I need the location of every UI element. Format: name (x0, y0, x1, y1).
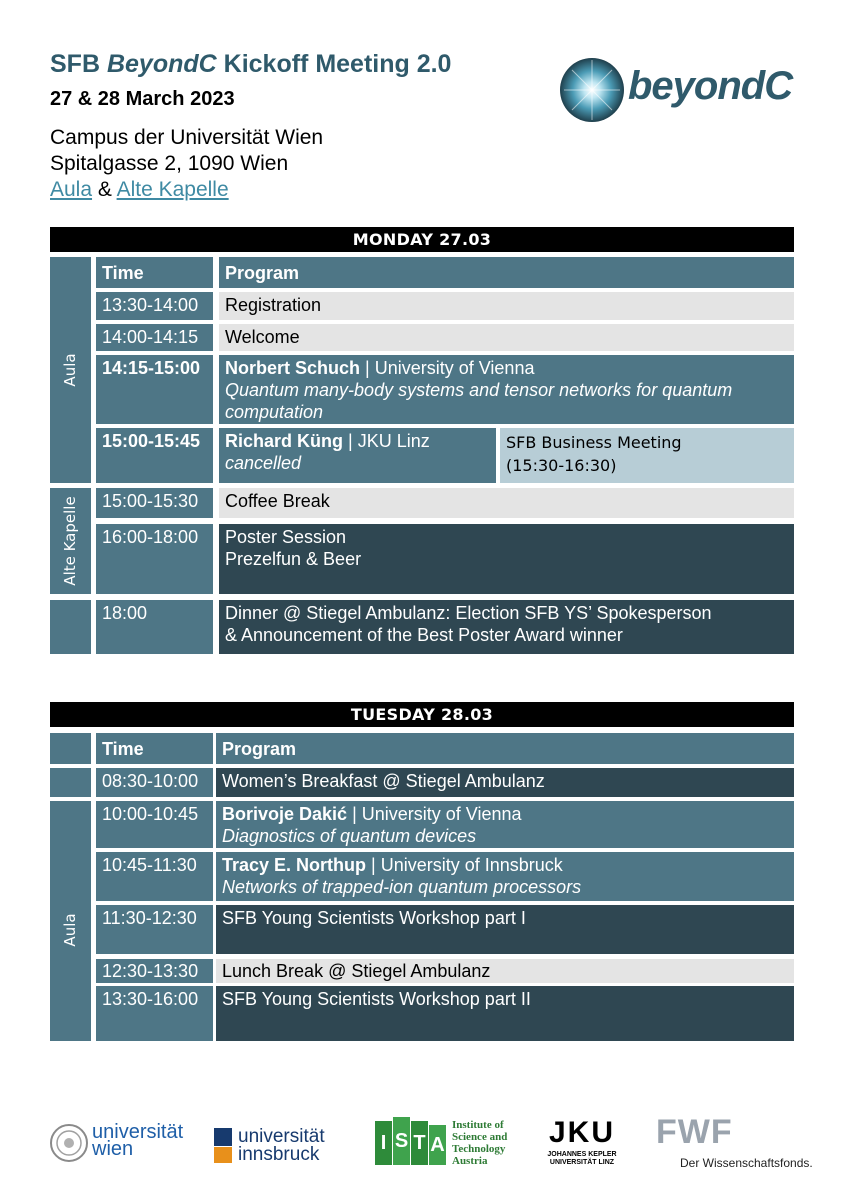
speaker-affiliation: | JKU Linz (343, 431, 430, 451)
monday-aula-label: Aula (61, 353, 79, 387)
tuesday-header-sidebar (50, 733, 91, 764)
prezelfun-beer: Prezelfun & Beer (225, 549, 362, 569)
talk-title: Diagnostics of quantum devices (222, 826, 477, 846)
talk-title: Networks of trapped-ion quantum processors (222, 877, 582, 897)
uibk-square-blue-icon (214, 1128, 232, 1146)
ista-line1: Institute of (452, 1119, 504, 1131)
dinner-line2: & Announcement of the Best Poster Award winner (225, 625, 623, 645)
monday-day-header: MONDAY 27.03 (50, 227, 794, 252)
tuesday-col-time: Time (96, 733, 213, 764)
tuesday-row1-time: 08:30-10:00 (96, 768, 213, 797)
poster-session: Poster Session (225, 527, 347, 547)
talk-title: Quantum many-body systems and tensor networks for quantum computation (225, 380, 733, 422)
jku-line2: UNIVERSITÄT LINZ (549, 1159, 615, 1166)
tuesday-row5-time: 12:30-13:30 (96, 959, 213, 983)
monday-row1-program: Registration (219, 292, 794, 320)
ista-letter-4: A (429, 1125, 446, 1165)
monday-row3-program (219, 355, 794, 424)
fwf-logo-mark: FWF (656, 1113, 733, 1151)
university-of-vienna-logo (50, 1121, 184, 1167)
tuesday-row2-program (216, 801, 794, 848)
uniwien-line1: universität (92, 1121, 184, 1143)
page-title (50, 50, 451, 79)
event-dates: 27 & 28 March 2023 (50, 88, 235, 110)
business-meeting-time: (15:30-16:30) (506, 456, 617, 475)
tuesday-day-header: TUESDAY 28.03 (50, 702, 794, 727)
fwf-logo (654, 1115, 814, 1170)
tuesday-row6-program: SFB Young Scientists Workshop part II (216, 986, 794, 1041)
beyondc-logo (558, 56, 626, 124)
cancelled-note: cancelled (225, 453, 302, 473)
ista-line3: Technology (452, 1143, 506, 1155)
monday-col-time: Time (96, 257, 213, 288)
jku-line1: JOHANNES KEPLER (547, 1151, 617, 1158)
ista-letter-2: S (393, 1117, 410, 1165)
monday-row7-program (219, 600, 794, 654)
beyondc-logo-text: beyondC (628, 64, 793, 108)
monday-alte-kapelle-sidebar (50, 488, 91, 594)
monday-alte-kapelle-label: Alte Kapelle (61, 496, 79, 586)
tuesday-aula-label: Aula (61, 913, 79, 947)
title-prefix: SFB (50, 50, 100, 78)
tuesday-row6-time: 13:30-16:00 (96, 986, 213, 1041)
business-meeting-title: SFB Business Meeting (506, 433, 682, 452)
tuesday-row3-time: 10:45-11:30 (96, 852, 213, 901)
aula-link[interactable]: Aula (50, 178, 93, 201)
tuesday-aula-sidebar (50, 801, 91, 1041)
monday-row2-program: Welcome (219, 324, 794, 351)
ista-letter-1: I (375, 1121, 392, 1165)
tuesday-row4-program: SFB Young Scientists Workshop part I (216, 905, 794, 954)
uibk-line1: universität (238, 1126, 325, 1147)
speaker-affiliation: | University of Vienna (360, 358, 535, 378)
venue-links (50, 178, 229, 202)
monday-row7-time: 18:00 (96, 600, 213, 654)
alte-kapelle-link[interactable]: Alte Kapelle (116, 178, 229, 201)
venue-line1: Campus der Universität Wien (50, 126, 324, 149)
business-meeting-cell (500, 428, 794, 483)
speaker-name: Borivoje Dakić (222, 804, 348, 824)
monday-row6-program (219, 524, 794, 594)
monday-row5-program: Coffee Break (219, 488, 794, 518)
tuesday-breakfast-sidebar (50, 768, 91, 797)
monday-row5-time: 15:00-15:30 (96, 488, 213, 518)
monday-row6-time: 16:00-18:00 (96, 524, 213, 594)
uibk-line2: innsbruck (238, 1144, 320, 1165)
speaker-affiliation: | University of Vienna (347, 804, 522, 824)
speaker-name: Richard Küng (225, 431, 344, 451)
uibk-square-orange-icon (214, 1147, 232, 1163)
speaker-name: Norbert Schuch (225, 358, 361, 378)
tuesday-col-program: Program (216, 733, 794, 764)
uniwien-line2: wien (92, 1138, 134, 1160)
dinner-line1: Dinner @ Stiegel Ambulanz: Election SFB YS’ Spokesperson (225, 603, 712, 623)
venue-amp: & (97, 178, 112, 201)
monday-row4-program (219, 428, 496, 483)
monday-row2-time: 14:00-14:15 (96, 324, 213, 351)
tuesday-row5-program: Lunch Break @ Stiegel Ambulanz (216, 959, 794, 983)
tuesday-row3-program (216, 852, 794, 901)
monday-row4-time: 15:00-15:45 (96, 428, 213, 483)
ista-line2: Science and (452, 1131, 508, 1143)
title-suffix: Kickoff Meeting 2.0 (223, 50, 452, 78)
monday-row1-time: 13:30-14:00 (96, 292, 213, 320)
monday-aula-sidebar (50, 257, 91, 483)
monday-col-program: Program (219, 257, 794, 288)
tuesday-row2-time: 10:00-10:45 (96, 801, 213, 848)
ista-line4: Austria (452, 1155, 488, 1167)
title-italic: BeyondC (106, 50, 217, 78)
tuesday-row1-program: Women’s Breakfast @ Stiegel Ambulanz (216, 768, 794, 797)
tuesday-row4-time: 11:30-12:30 (96, 905, 213, 954)
fwf-tagline: Der Wissenschaftsfonds. (680, 1156, 813, 1170)
jku-logo (538, 1118, 626, 1167)
venue-line2: Spitalgasse 2, 1090 Wien (50, 152, 289, 175)
speaker-name: Tracy E. Northup (222, 855, 367, 875)
ista-letter-3: T (411, 1121, 428, 1165)
beyondc-logo-mark (558, 56, 626, 124)
university-seal-icon (50, 1124, 88, 1162)
speaker-affiliation: | University of Innsbruck (366, 855, 563, 875)
monday-dinner-sidebar (50, 600, 91, 654)
jku-logo-mark: JKU (548, 1116, 615, 1149)
monday-row3-time: 14:15-15:00 (96, 355, 213, 424)
